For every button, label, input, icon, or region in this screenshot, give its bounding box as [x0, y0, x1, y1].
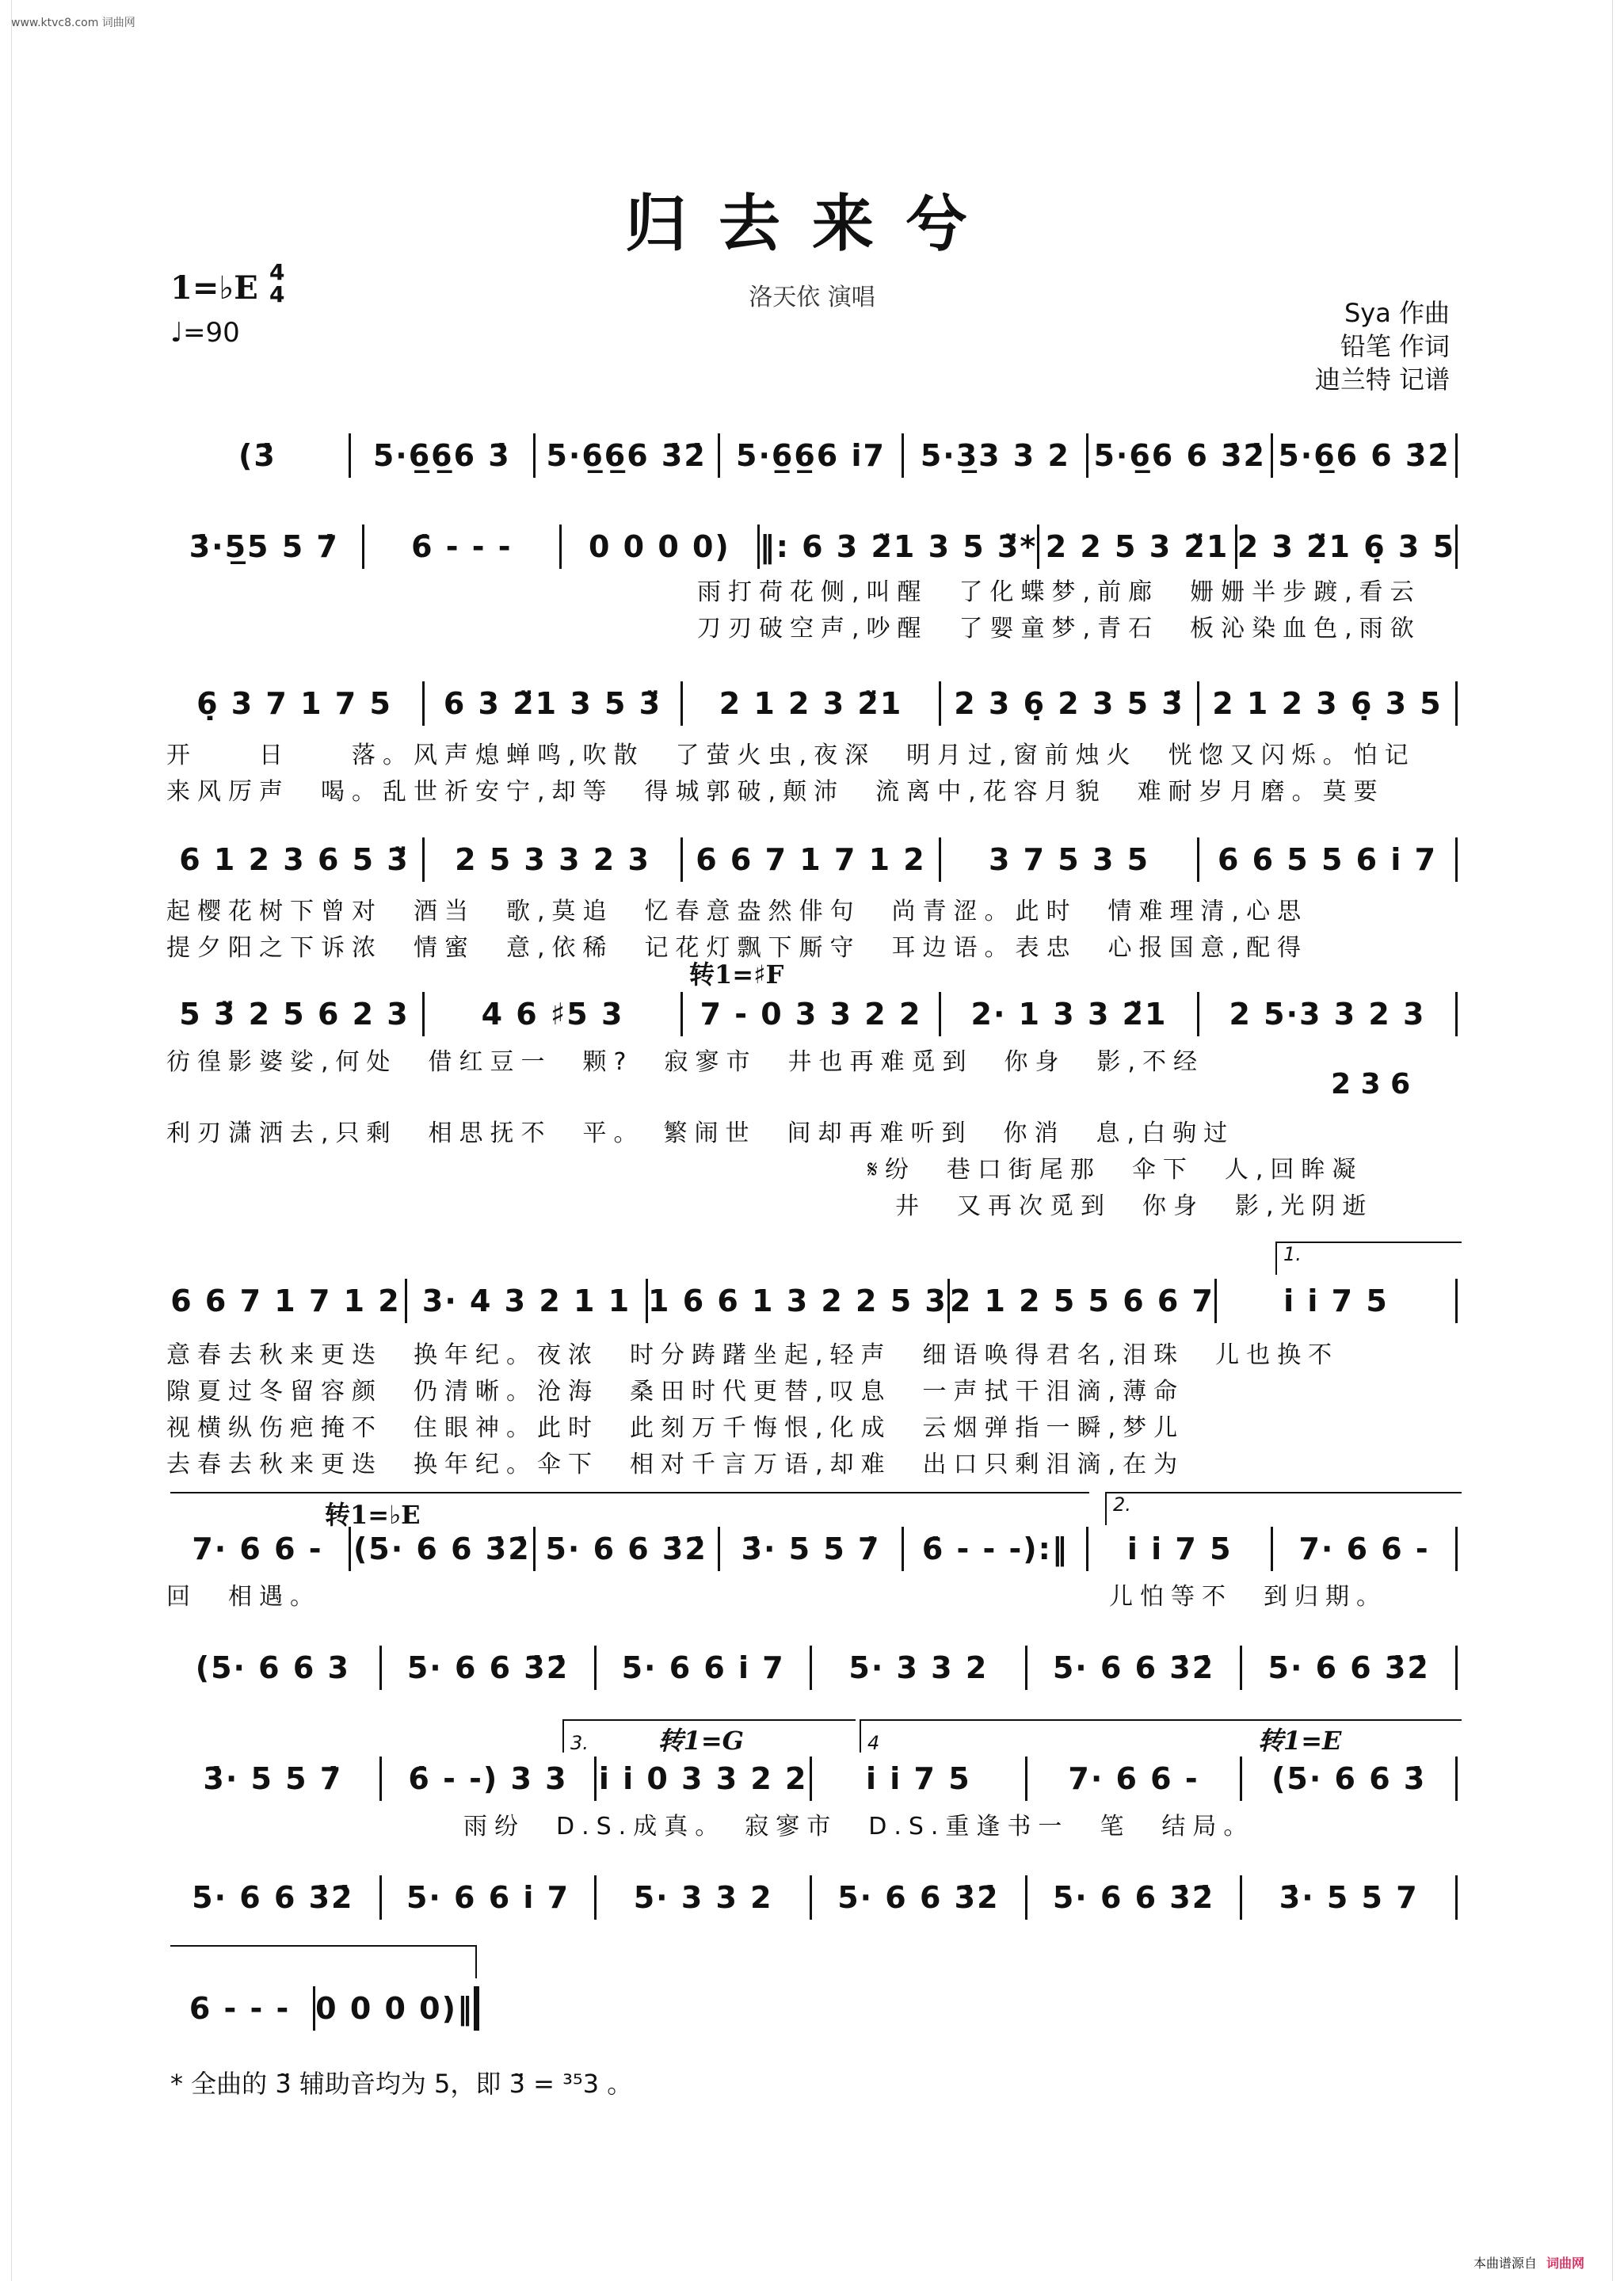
source-brand	[1473, 2253, 1584, 2271]
brand-logo-text: 词曲网	[1546, 2256, 1584, 2271]
notation-row	[166, 523, 1458, 570]
lyric-line: 去春去秋来更迭 换年纪。伞下 相对千言万语,却难 出口只剩泪滴,在为	[166, 1451, 1185, 1478]
barline	[1455, 681, 1458, 726]
lyric-line: 回 相遇。	[166, 1583, 321, 1611]
measure: 5· 6 6 3̇2̇	[1052, 1650, 1215, 1685]
measure: 5· 3 3 2	[633, 1880, 773, 1915]
measure: i i 7 5	[1127, 1531, 1233, 1566]
lyric-line: 儿怕等不 到归期。	[1109, 1583, 1387, 1611]
volta-number: 3.	[570, 1732, 589, 1754]
measure: i i 7 5	[866, 1761, 971, 1796]
measure: 3̇· 5 5 7	[1279, 1880, 1419, 1915]
lyric-line: 𝄋纷 巷口街尾那 伞下 人,回眸凝	[867, 1156, 1363, 1184]
footnote: * 全曲的 3̈ 辅助音均为 5，即 3̈ = ³⁵3 。	[170, 2069, 633, 2099]
barline	[1455, 1875, 1458, 1920]
volta-line	[170, 1945, 477, 1978]
measure: (3̇	[238, 438, 276, 473]
source-text: 本曲谱源自	[1473, 2256, 1537, 2271]
lyric-line: 来风厉声 喝。乱世祈安宁,却等 得城郭破,颠沛 流离中,花容月貌 难耐岁月磨。莫要	[166, 778, 1385, 806]
measure: (5· 6 6 3̇	[1271, 1761, 1427, 1796]
lyric-line: 起樱花树下曾对 酒当 歌,莫追 忆春意盎然俳句 尚青涩。此时 情难理清,心思	[166, 898, 1309, 925]
measure: 6 1 2 3 6 5 3̈	[179, 842, 410, 877]
measure: 2 2 5 3 2̈1	[1045, 529, 1229, 564]
notation-row	[166, 1644, 1458, 1692]
measure: 3̇· 5 5 7̇	[203, 1761, 343, 1796]
measure: 6 6 5 5 6 i 7	[1217, 842, 1438, 877]
key-signature: 1=♭E	[170, 269, 258, 307]
measure: (5· 6 6 3	[195, 1650, 350, 1685]
measure: 5· 6 6 3̇2̇	[406, 1650, 570, 1685]
meter-top: 4	[269, 259, 285, 285]
lyric-line: 开 日 落。风声熄蝉鸣,吹散 了萤火虫,夜深 明月过,窗前烛火 恍惚又闪烁。怕记	[166, 742, 1416, 769]
measure: 7· 6 6 -	[1298, 1531, 1430, 1566]
barline	[1455, 433, 1458, 478]
barline	[1455, 524, 1458, 569]
measure: 2 1 2 3 6̣ 3 5	[1212, 686, 1443, 721]
lyric-line: 井 又再次觅到 你身 影,光阴逝	[895, 1192, 1374, 1220]
measure: 6 6 7 1 7 1 2	[696, 842, 926, 877]
volta-bracket-2: 2.	[1105, 1492, 1462, 1525]
measure: 5· 6 6 3̇2̇	[545, 1531, 707, 1566]
measure: 4 6 ♯5 3	[481, 997, 624, 1032]
barline	[1455, 992, 1458, 1036]
lyric-line: 意春去秋来更迭 换年纪。夜浓 时分踌躇坐起,轻声 细语唤得君名,泪珠 儿也换不	[166, 1341, 1340, 1369]
volta-number: 4	[867, 1732, 880, 1754]
measure: 2 5·3 3 2 3	[1229, 997, 1426, 1032]
lyric-line: 利刃潇洒去,只剩 相思抚不 平。 繁闹世 间却再难听到 你消 息,白驹过	[166, 1120, 1235, 1147]
notation-row	[166, 1874, 1458, 1921]
alt-notes: 2 3 6	[1331, 1068, 1411, 1100]
composer-credit: Sya 作曲	[1344, 298, 1450, 328]
lyricist-credit: 铅笔 作词	[1340, 331, 1450, 361]
measure: (5· 6 6 3̇2̇	[353, 1531, 531, 1566]
modulation-label: 转1=♯F	[689, 959, 784, 990]
singer-line: 洛天依 演唱	[749, 284, 875, 311]
notation-row	[166, 432, 1458, 479]
modulation-label: 转1=♭E	[325, 1500, 421, 1530]
measure: 5·3̲3 3 2	[920, 438, 1070, 473]
lyric-line: 雨打荷花侧,叫醒 了化蝶梦,前廊 姗姗半步踱,看云	[697, 578, 1421, 606]
measure: 0 0 0 0)‖	[315, 1991, 474, 2026]
measure: 6 - - -	[189, 1991, 291, 2026]
barline	[1455, 1279, 1458, 1323]
measure: 6 6 7 1 7 1 2	[170, 1284, 401, 1318]
measure: 7· 6 6 -	[1068, 1761, 1199, 1796]
measure: 3̇·5̲5 5 7̇	[189, 529, 339, 564]
measure: 5·6̲6̲6 3̇	[372, 438, 511, 473]
measure: ‖: 6 3 2̈1 3 5 3̈*	[759, 529, 1038, 564]
barline	[1455, 1527, 1458, 1571]
measure: 5· 6 6 3̇2̇	[192, 1880, 354, 1915]
lyric-line: 彷徨影婆娑,何处 借红豆一 颗? 寂寥市 井也再难觅到 你身 影,不经	[166, 1048, 1204, 1076]
lyric-line: 隙夏过冬留容颜 仍清晰。沧海 桑田时代更替,叹息 一声拭干泪滴,薄命	[166, 1378, 1185, 1406]
notation-row	[166, 1985, 479, 2032]
measure: 5·6̲6̲6 3̇2̇	[546, 438, 707, 473]
modulation-label: 转1=G	[658, 1726, 744, 1756]
song-title: 归去来兮	[624, 188, 999, 260]
measure: i i 7 5	[1283, 1284, 1389, 1318]
lyric-line: 刀刃破空声,吵醒 了婴童梦,青石 板沁染血色,雨欲	[697, 615, 1421, 643]
measure: 5· 6 6 3̇2̇	[1268, 1650, 1430, 1685]
measure: 3· 4 3 2 1 1	[421, 1284, 631, 1318]
measure: 2 3 6̣ 2 3 5 3̈	[954, 686, 1184, 721]
measure: 5·6̲6 6 3̇2̇	[1093, 438, 1266, 473]
measure: 2 1 2 5 5 6 6 7	[949, 1284, 1214, 1318]
measure: 6̇ - -) 3 3	[408, 1761, 568, 1796]
notation-row	[166, 836, 1458, 883]
right-margin-strip	[1612, 0, 1624, 2281]
measure: 2 5 3 3 2 3	[455, 842, 650, 877]
lyric-line: 雨纷 D.S.成真。 寂寥市 D.S.重逢书一 笔 结局。	[463, 1813, 1255, 1840]
left-margin-strip	[0, 0, 12, 2281]
notation-row	[166, 1277, 1458, 1325]
meter-bottom: 4	[269, 281, 285, 307]
measure: 5· 6 6 3̇2̇	[1052, 1880, 1215, 1915]
measure: 5·6̲6̲6 i7	[736, 438, 886, 473]
watermark-text: www.ktvc8.com 词曲网	[11, 17, 135, 29]
measure: 5 3̈ 2 5 6 2 3	[179, 997, 410, 1032]
time-signature	[269, 261, 284, 306]
measure: 0 0 0 0)	[588, 529, 730, 564]
volta-bracket-4	[860, 1719, 1462, 1756]
volta-bracket-3	[562, 1719, 856, 1756]
barline	[1455, 837, 1458, 882]
measure: 2· 1 3 3 2̈1	[970, 997, 1168, 1032]
barline	[1455, 1757, 1458, 1801]
volta-bracket-1: 1.	[1275, 1242, 1462, 1275]
measure: 1 6 6 1 3 2 2 5 3	[648, 1284, 947, 1318]
measure: 5· 6 6 i 7	[406, 1880, 570, 1915]
measure: 2 1 2 3 2̈1	[719, 686, 903, 721]
notation-row	[166, 680, 1458, 727]
volta-line	[170, 1492, 1089, 1493]
barline	[1455, 1646, 1458, 1690]
measure: 2 3 2̈1 6̣ 3 5	[1237, 529, 1456, 564]
modulation-label: 转1=E	[1257, 1726, 1342, 1756]
notation-row	[166, 1525, 1458, 1573]
notation-row	[166, 1755, 1458, 1802]
measure: 6̣ 3 7 1 7 5	[196, 686, 392, 721]
measure: 7· 6 6 -	[192, 1531, 323, 1566]
measure: i i 0 3 3 2 2	[598, 1761, 808, 1796]
measure: 3 7 5 3 5	[988, 842, 1150, 877]
tempo-marking: ♩=90	[170, 317, 240, 349]
measure: 3̇· 5 5 7̇	[741, 1531, 881, 1566]
lyric-line: 提夕阳之下诉浓 情蜜 意,依稀 记花灯飘下厮守 耳边语。表忠 心报国意,配得	[166, 934, 1309, 962]
transcriber-credit: 迪兰特 记谱	[1314, 364, 1450, 395]
measure: 5· 3 3 2	[848, 1650, 989, 1685]
measure: 6̇ - - -	[411, 529, 513, 564]
barline	[474, 1986, 479, 2031]
measure: 6 3 2̈1 3 5 3̈	[443, 686, 662, 721]
measure: 5· 6 6 3̇2̇	[837, 1880, 1000, 1915]
notation-row	[166, 990, 1458, 1038]
measure: 6̇ - - -):‖	[921, 1531, 1069, 1566]
lyric-line: 视横纵伤疤掩不 住眼神。此时 此刻万千悔恨,化成 云烟弹指一瞬,梦儿	[166, 1414, 1185, 1442]
measure: 5· 6 6 i 7	[621, 1650, 785, 1685]
measure: 7 - 0 3 3 2 2	[700, 997, 922, 1032]
measure: 5·6̲6 6 3̇2̇	[1278, 438, 1451, 473]
